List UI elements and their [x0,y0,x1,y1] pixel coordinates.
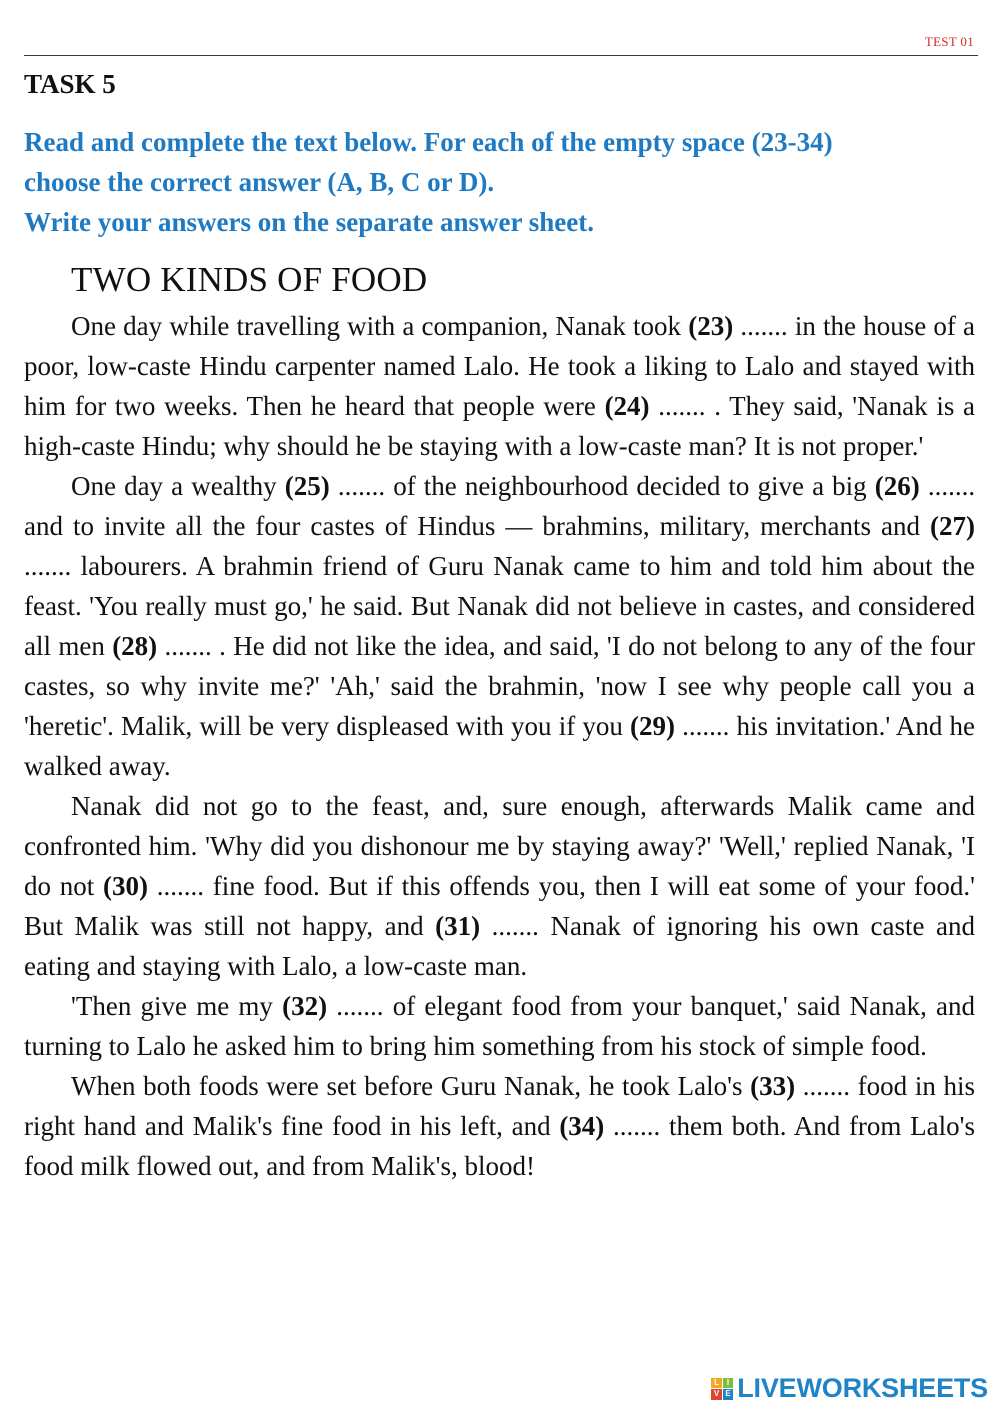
gap-number: (23) [688,311,734,341]
gap-number: (28) [112,631,158,661]
logo-letter: E [723,1389,734,1400]
gap-number: (27) [930,511,976,541]
blank: ....... [682,711,730,741]
logo-letter: V [711,1389,722,1400]
gap-number: (34) [559,1111,605,1141]
blank: ....... [802,1071,851,1101]
blank: ....... [336,991,384,1021]
logo-letter: I [723,1378,734,1389]
blank: ....... [927,471,976,501]
blank: ....... [613,1111,661,1141]
task-title: TASK 5 [24,69,116,99]
story-paragraph: When both foods were set before Guru Nanak, he took Lalo's (33) ....... food in his right hand and Malik's fine food in his left, and (34) ....... them both. And from Lalo's food milk flowed out, and from Malik's, blood! [24,1071,976,1181]
blank: ....... [24,551,72,581]
liveworksheets-brand[interactable] [711,1373,988,1404]
instruction-line: Read and complete the text below. For each of the empty space (23-34) [24,127,833,157]
blank: ....... [156,871,205,901]
story-paragraph: Nanak did not go to the feast, and, sure enough, afterwards Malik came and confronted him. 'Why did you dishonour me by staying away?' 'Well,' replied Nanak, 'I do not (30) ....... fine food. But if this offends you, then I will eat some of your food.' But Malik was still not happy, and (31) ....... Nanak of ignoring his own caste and eating and staying with Lalo, a low-caste man. [24,791,976,981]
blank: ....... [491,911,539,941]
instruction-line: Write your answers on the separate answer sheet. [24,207,594,237]
logo-letter: L [711,1378,722,1389]
liveworksheets-logo-icon [711,1378,733,1400]
gap-number: (31) [435,911,481,941]
gap-number: (25) [284,471,330,501]
blank: ....... [740,311,788,341]
blank: ....... [164,631,212,661]
blank: ....... [337,471,386,501]
task-instructions [24,122,976,242]
gap-number: (33) [750,1071,796,1101]
gap-number: (30) [103,871,149,901]
story-paragraph: 'Then give me my (32) ....... of elegant food from your banquet,' said Nanak, and turning to Lalo he asked him to bring him something from his stock of simple food. [24,991,976,1061]
gap-number: (32) [282,991,328,1021]
test-label: TEST 01 [924,34,974,49]
gap-number: (24) [604,391,650,421]
story-text [24,306,975,1186]
instruction-line: choose the correct answer (A, B, C or D). [24,167,495,197]
story-paragraph: One day a wealthy (25) ....... of the neighbourhood decided to give a big (26) ....... and to invite all the four castes of Hindus — brahmins, military, merchants and (27) ....... labourers. A brahmin friend of Guru Nanak came to him and told him about the feast. 'You really must go,' he said. But Nanak did not believe in castes, and considered all men (28) ....... . He did not like the idea, and said, 'I do not belong to any of the four castes, so why invite me?' 'Ah,' said the brahmin, 'now I see why people call you a 'heretic'. Malik, will be very displeased with you if you (29) ....... his invitation.' And he walked away. [24,471,976,781]
gap-number: (29) [629,711,675,741]
story-title: TWO KINDS OF FOOD [71,260,428,299]
gap-number: (26) [874,471,920,501]
blank: ....... [658,391,706,421]
brand-name: LIVEWORKSHEETS [737,1373,988,1403]
header-divider [24,55,978,56]
story-paragraph: One day while travelling with a companion, Nanak took (23) ....... in the house of a poor, low-caste Hindu carpenter named Lalo. He took a liking to Lalo and stayed with him for two weeks. Then he heard that people were (24) ....... . They said, 'Nanak is a high-caste Hindu; why should he be staying with a low-caste man? It is not proper.' [24,311,976,461]
